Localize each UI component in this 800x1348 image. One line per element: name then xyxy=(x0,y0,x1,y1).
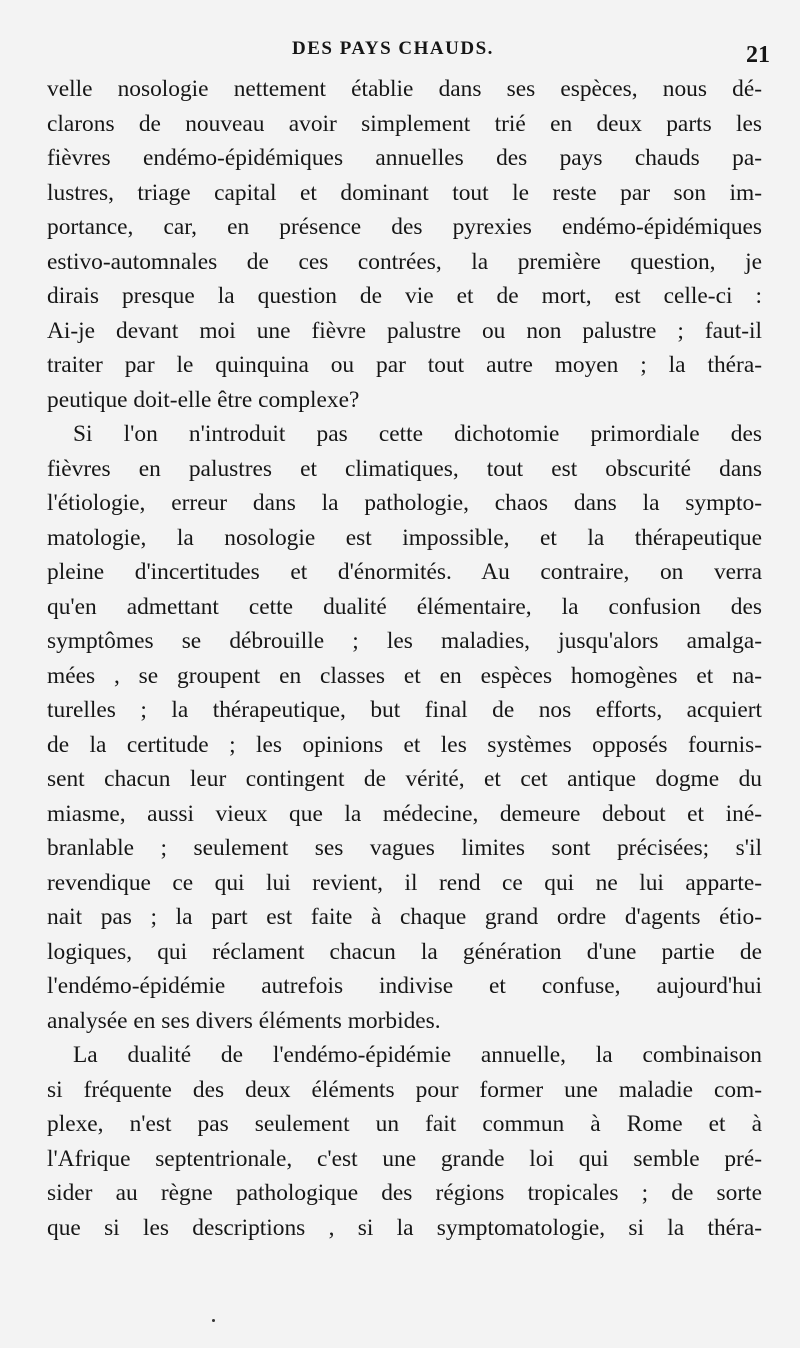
text-line: velle nosologie nettement établie dans ses espèces, nous dé- xyxy=(47,76,762,102)
paragraph xyxy=(47,72,762,417)
text-line: fièvres en palustres et climatiques, tout est obscurité dans xyxy=(47,455,762,482)
text-line: matologie, la nosologie est impossible, et la thérapeutique xyxy=(47,524,762,551)
text-line: portance, car, en présence des pyrexies endémo-épidémiques xyxy=(47,214,762,240)
text-line: branlable ; seulement ses vagues limites sont précisées; s'il xyxy=(47,835,762,861)
text-line: revendique ce qui lui revient, il rend ce qui ne lui apparte- xyxy=(47,869,762,896)
text-line: Ai-je devant moi une fièvre palustre ou non palustre ; faut-il xyxy=(47,317,762,344)
body-text xyxy=(47,72,762,1245)
text-line: de la certitude ; les opinions et les systèmes opposés fournis- xyxy=(47,731,762,758)
paragraph xyxy=(47,417,762,1038)
page-number: 21 xyxy=(746,42,770,68)
text-line: estivo-automnales de ces contrées, la première question, je xyxy=(47,248,762,275)
text-line: sider au règne pathologique des régions tropicales ; de sorte xyxy=(47,1180,762,1206)
text-line: nait pas ; la part est faite à chaque grand ordre d'agents étio- xyxy=(47,904,762,930)
text-line: dirais presque la question de vie et de mort, est celle-ci : xyxy=(47,283,762,309)
running-head xyxy=(0,38,800,68)
text-line: si fréquente des deux éléments pour former une maladie com- xyxy=(47,1076,762,1103)
text-line: logiques, qui réclament chacun la génération d'une partie de xyxy=(47,938,762,965)
text-line: analysée en ses divers éléments morbides. xyxy=(47,1007,441,1034)
text-line: traiter par le quinquina ou par tout autre moyen ; la théra- xyxy=(47,352,762,378)
text-line: La dualité de l'endémo-épidémie annuelle, la combinaison xyxy=(73,1042,762,1068)
text-line: l'étiologie, erreur dans la pathologie, chaos dans la sympto- xyxy=(47,490,762,516)
ink-speck xyxy=(212,1319,215,1322)
text-line: qu'en admettant cette dualité élémentaire, la confusion des xyxy=(47,593,762,620)
text-line: pleine d'incertitudes et d'énormités. Au contraire, on verra xyxy=(47,559,762,585)
text-line: l'endémo-épidémie autrefois indivise et confuse, aujourd'hui xyxy=(47,973,762,999)
text-line: plexe, n'est pas seulement un fait commun à Rome et à xyxy=(47,1111,762,1137)
text-line: clarons de nouveau avoir simplement trié en deux parts les xyxy=(47,110,762,137)
running-title: DES PAYS CHAUDS. xyxy=(292,38,494,59)
text-line: Si l'on n'introduit pas cette dichotomie primordiale des xyxy=(73,421,762,447)
text-line: que si les descriptions , si la symptomatologie, si la théra- xyxy=(47,1214,762,1241)
text-line: turelles ; la thérapeutique, but final de nos efforts, acquiert xyxy=(47,697,762,723)
text-line: fièvres endémo-épidémiques annuelles des pays chauds pa- xyxy=(47,145,762,171)
paragraph xyxy=(47,1038,762,1245)
text-line: symptômes se débrouille ; les maladies, jusqu'alors amalga- xyxy=(47,628,762,654)
text-line: mées , se groupent en classes et en espèces homogènes et na- xyxy=(47,662,762,689)
text-line: l'Afrique septentrionale, c'est une grande loi qui semble pré- xyxy=(47,1145,762,1172)
text-line: miasme, aussi vieux que la médecine, demeure debout et iné- xyxy=(47,800,762,827)
text-line: sent chacun leur contingent de vérité, et cet antique dogme du xyxy=(47,766,762,792)
text-line: peutique doit-elle être complexe? xyxy=(47,386,360,413)
text-line: lustres, triage capital et dominant tout le reste par son im- xyxy=(47,179,762,206)
